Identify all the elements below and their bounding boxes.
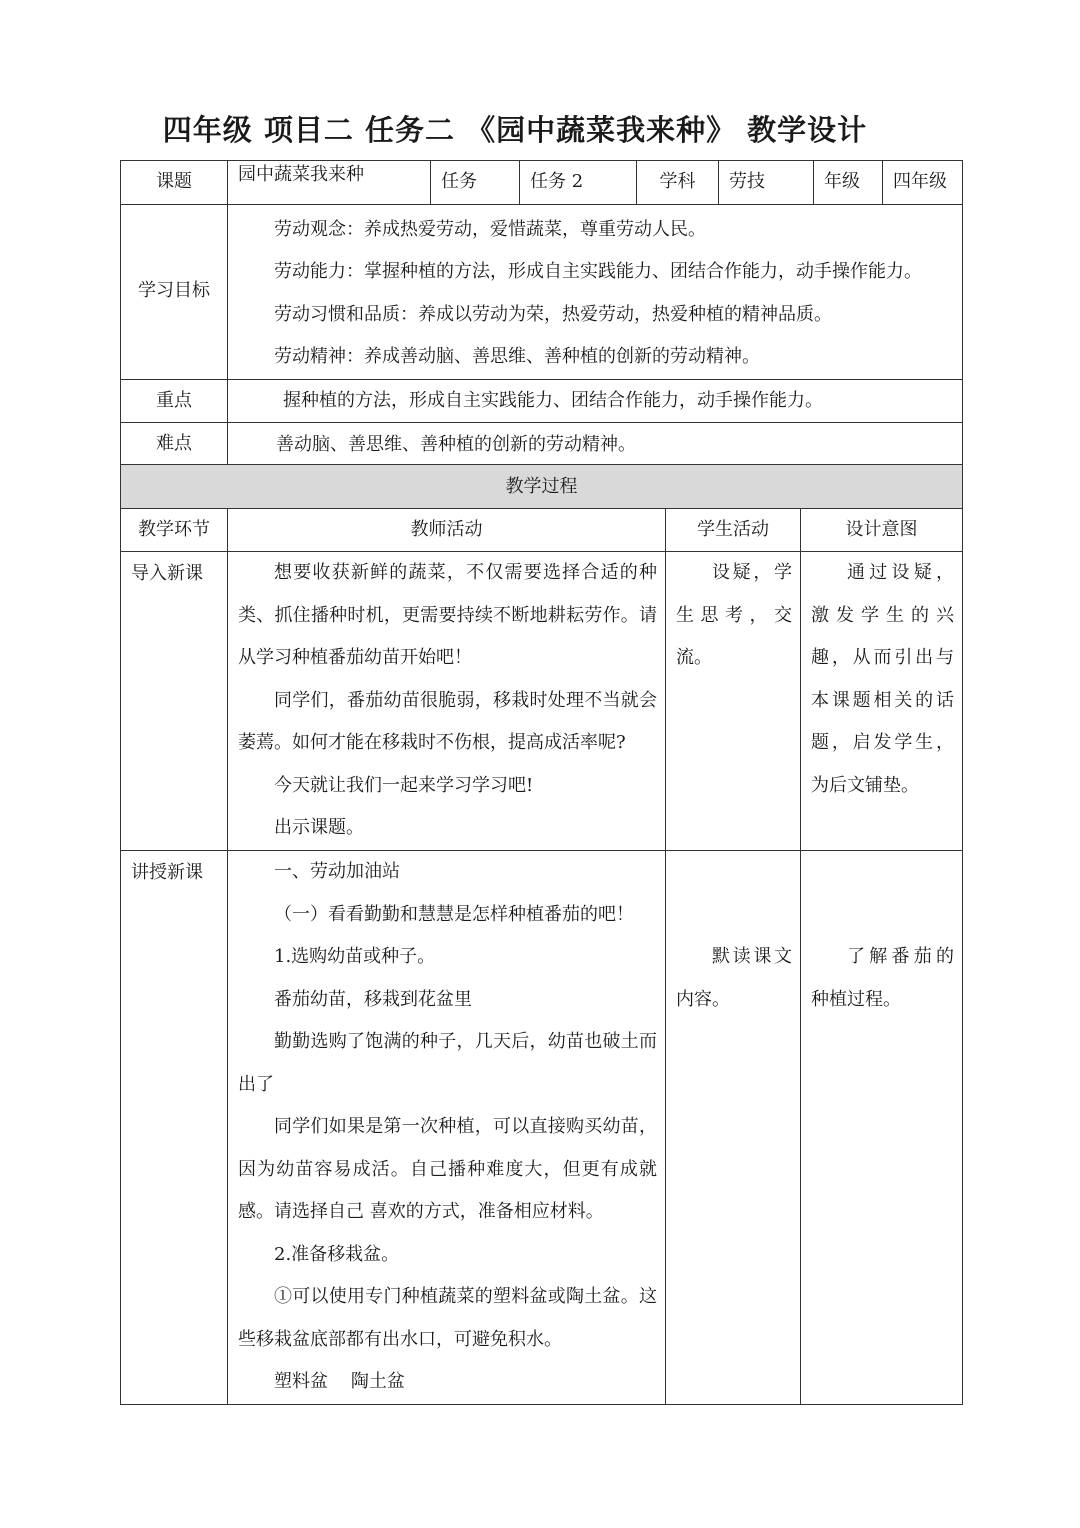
intro-stage: 导入新课 <box>121 552 228 851</box>
header-intent: 设计意图 <box>801 509 963 552</box>
lesson-student <box>666 851 801 1405</box>
subject-value: 劳技 <box>719 161 814 205</box>
task-label: 任务 <box>431 161 520 205</box>
goal-item: 劳动习惯和品质：养成以劳动为荣，热爱劳动，热爱种植的精神品质。 <box>274 303 832 325</box>
goals-cell <box>228 204 963 379</box>
lesson-teacher-para: 勤勤选购了饱满的种子，几天后，幼苗也破土而出了 <box>238 1031 657 1095</box>
lesson-intent <box>801 851 963 1405</box>
intro-teacher-para: 出示课题。 <box>274 817 364 838</box>
lesson-teacher-para: 番茄幼苗，移栽到花盆里 <box>274 988 472 1010</box>
task-value: 任务 2 <box>520 161 637 205</box>
intro-teacher-para: 想要收获新鲜的蔬菜，不仅需要选择合适的种类、抓住播种时机，更需要持续不断地耕耘劳作。请从学习种植番茄幼苗开始吧！ <box>238 562 657 668</box>
header-student: 学生活动 <box>666 509 801 552</box>
lesson-teacher-para: 1.选购幼苗或种子。 <box>274 946 436 967</box>
key-value: 握种植的方法，形成自主实践能力、团结合作能力，动手操作能力。 <box>228 379 963 423</box>
info-table <box>120 160 963 467</box>
page-title: 四年级 项目二 任务二 《园中蔬菜我来种》 教学设计 <box>162 113 868 147</box>
grade-value: 四年级 <box>883 161 963 205</box>
intro-intent-text: 通过设疑，激发学生的兴趣，从而引出与本课题相关的话题，启发学生，为后文铺垫。 <box>811 562 954 796</box>
difficulty-label: 难点 <box>121 423 228 467</box>
goals-label: 学习目标 <box>121 204 228 379</box>
lesson-stage: 讲授新课 <box>121 851 228 1405</box>
intro-intent <box>801 552 963 851</box>
difficulty-value: 善动脑、善思维、善种植的创新的劳动精神。 <box>228 423 963 467</box>
goal-item: 劳动能力：掌握种植的方法，形成自主实践能力、团结合作能力，动手操作能力。 <box>274 261 922 282</box>
intro-teacher-para: 今天就让我们一起来学习学习吧! <box>274 774 534 796</box>
lesson-teacher-para: 2.准备移栽盆。 <box>274 1243 400 1265</box>
lesson-teacher <box>228 851 666 1405</box>
process-table <box>120 464 963 1405</box>
intro-student-text: 设疑，学生思考，交流。 <box>676 562 792 668</box>
lesson-teacher-para: ①可以使用专门种植蔬菜的塑料盆或陶土盆。这些移栽盆底部都有出水口，可避免积水。 <box>238 1286 657 1350</box>
header-stage: 教学环节 <box>121 509 228 552</box>
goal-item: 劳动观念：养成热爱劳动，爱惜蔬菜，尊重劳动人民。 <box>274 218 706 240</box>
lesson-student-text: 默读课文内容。 <box>676 946 792 1010</box>
lesson-teacher-para: 同学们如果是第一次种植，可以直接购买幼苗，因为幼苗容易成活。自己播种难度大，但更有成就感。请选择自己 喜欢的方式，准备相应材料。 <box>238 1116 657 1222</box>
topic-label: 课题 <box>121 161 228 205</box>
topic-value: 园中蔬菜我来种 <box>228 161 431 205</box>
intro-teacher-para: 同学们，番茄幼苗很脆弱，移栽时处理不当就会萎蔫。如何才能在移栽时不伤根，提高成活率呢? <box>238 689 657 753</box>
process-band: 教学过程 <box>121 465 963 509</box>
lesson-intent-text: 了解番茄的种植过程。 <box>811 946 954 1010</box>
intro-student <box>666 552 801 851</box>
goal-item: 劳动精神：养成善动脑、善思维、善种植的创新的劳动精神。 <box>274 346 760 367</box>
key-label: 重点 <box>121 379 228 423</box>
lesson-teacher-para: （一）看看勤勤和慧慧是怎样种植番茄的吧！ <box>274 903 634 925</box>
lesson-teacher-para: 塑料盆 陶土盆 <box>274 1371 405 1392</box>
grade-label: 年级 <box>814 161 883 205</box>
header-teacher: 教师活动 <box>228 509 666 552</box>
intro-teacher <box>228 552 666 851</box>
lesson-teacher-para: 一、劳动加油站 <box>274 861 400 882</box>
subject-label: 学科 <box>637 161 719 205</box>
